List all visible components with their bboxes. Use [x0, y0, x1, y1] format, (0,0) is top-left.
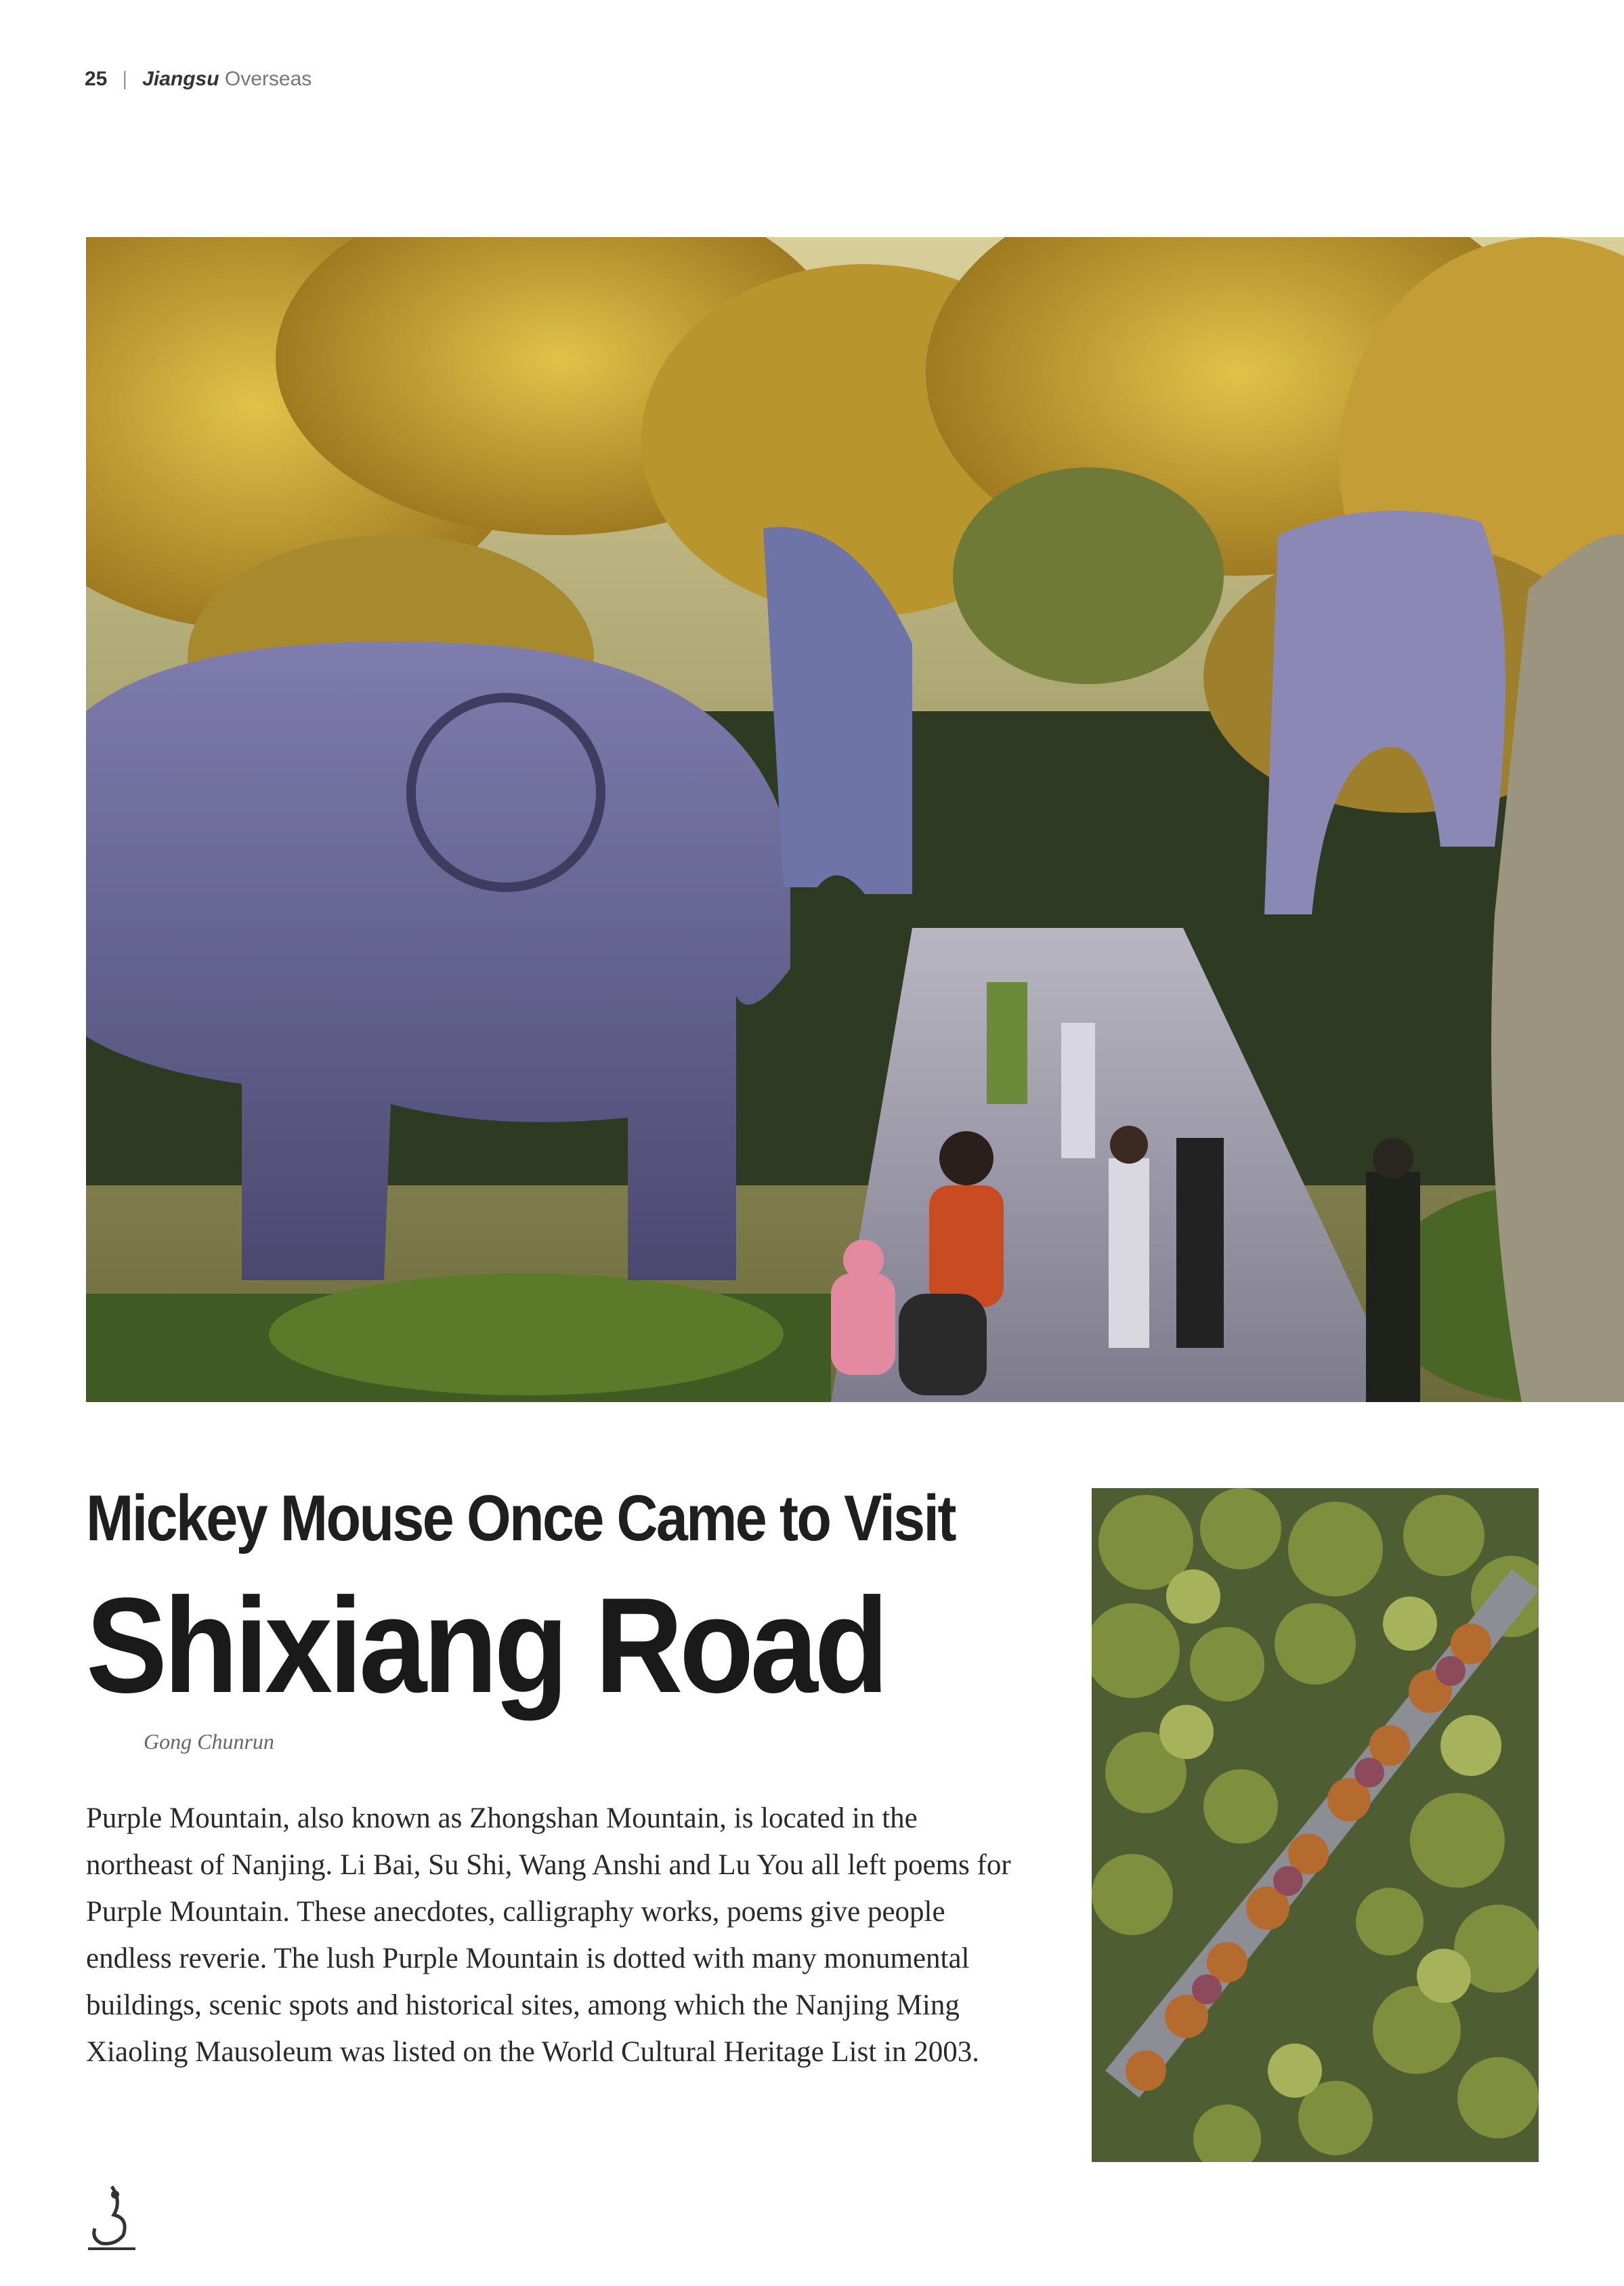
article-body: Purple Mountain, also known as Zhongshan Mountain, is located in the northeast of Nanjing. Li Bai, Su Shi, Wang Anshi and Lu You all left poems for Purple Mountain. These anecdotes, calligraphy works, poems give people endless reverie. The lush Purple Mountain is dotted with many monumental buildings, scenic spots and historical sites, among which the Nanjing Ming Xiaoling Mausoleum was listed on the World Cultural Heritage List in 2003.	[86, 1802, 1011, 2068]
page-header	[85, 62, 312, 96]
side-photo	[1092, 1488, 1539, 2162]
article-title-line1: Mickey Mouse Once Came to Visit	[86, 1482, 955, 1554]
hero-photo	[86, 237, 1624, 1402]
aerial-road-photo-illustration	[1092, 1488, 1539, 2162]
publication-logo	[81, 2181, 142, 2256]
section-name: Overseas	[224, 68, 312, 90]
article-byline: Gong Chunrun	[144, 1729, 274, 1754]
article-title-line2: Shixiang Road	[86, 1570, 885, 1721]
magazine-name: Jiangsu	[142, 68, 219, 90]
page-number: 25	[85, 68, 108, 90]
stone-elephant-photo-illustration	[86, 237, 1624, 1402]
header-separator: |	[122, 68, 128, 90]
